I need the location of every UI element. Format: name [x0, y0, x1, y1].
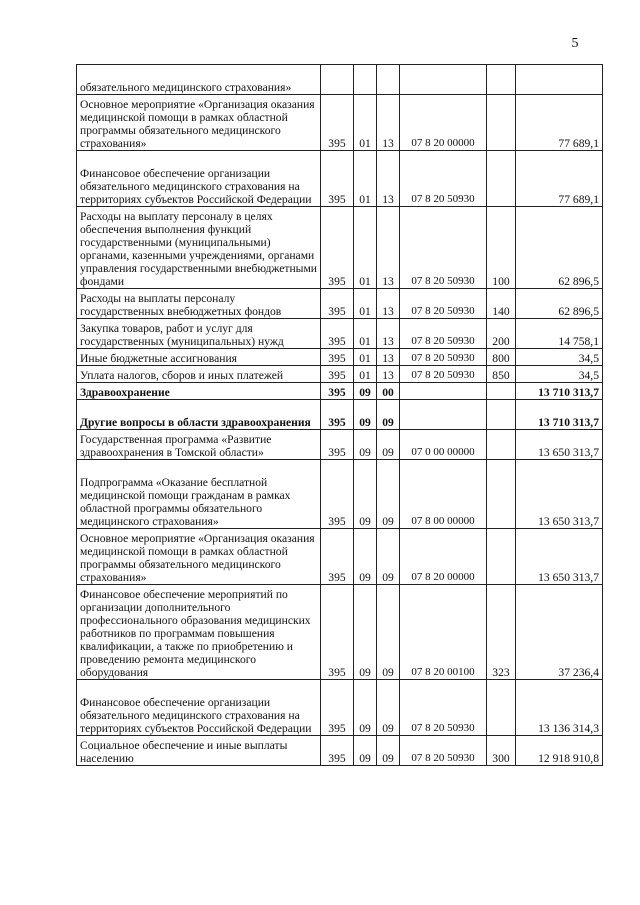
- row-subsection-code: 09: [377, 529, 400, 585]
- row-target-article: 07 8 20 50930: [400, 736, 487, 766]
- row-name: Финансовое обеспечение организации обязательного медицинского страхования на территориях субъектов Российской Федерации: [77, 680, 321, 736]
- row-name: Финансовое обеспечение организации обязательного медицинского страхования на территориях субъектов Российской Федерации: [77, 151, 321, 207]
- row-target-article: 07 8 20 50930: [400, 366, 487, 383]
- table-row: [77, 460, 603, 529]
- row-target-article: 07 8 00 00000: [400, 460, 487, 529]
- row-section-code: 09: [354, 680, 377, 736]
- row-expense-type: [487, 400, 516, 430]
- row-admin-code: 395: [321, 585, 354, 680]
- row-name: Здравоохранение: [77, 383, 321, 400]
- row-amount: 14 758,1: [516, 319, 603, 349]
- row-target-article: 07 8 20 00100: [400, 585, 487, 680]
- row-expense-type: [487, 65, 516, 95]
- row-expense-type: 300: [487, 736, 516, 766]
- table-row: [77, 349, 603, 366]
- row-subsection-code: 09: [377, 400, 400, 430]
- page-number: 5: [571, 36, 579, 51]
- row-expense-type: 800: [487, 349, 516, 366]
- row-admin-code: 395: [321, 400, 354, 430]
- row-name: Иные бюджетные ассигнования: [77, 349, 321, 366]
- table-row: [77, 430, 603, 460]
- row-amount: 12 918 910,8: [516, 736, 603, 766]
- row-expense-type: 850: [487, 366, 516, 383]
- row-section-code: 01: [354, 95, 377, 151]
- row-amount: 34,5: [516, 366, 603, 383]
- row-section-code: 01: [354, 151, 377, 207]
- table-row: [77, 65, 603, 95]
- row-section-code: 09: [354, 529, 377, 585]
- table-row: [77, 319, 603, 349]
- row-admin-code: 395: [321, 366, 354, 383]
- row-amount: 13 710 313,7: [516, 383, 603, 400]
- row-admin-code: 395: [321, 151, 354, 207]
- row-admin-code: 395: [321, 207, 354, 289]
- row-section-code: 09: [354, 736, 377, 766]
- row-target-article: [400, 400, 487, 430]
- row-admin-code: 395: [321, 460, 354, 529]
- row-amount: 13 710 313,7: [516, 400, 603, 430]
- row-target-article: 07 8 20 50930: [400, 349, 487, 366]
- row-subsection-code: 13: [377, 151, 400, 207]
- row-amount: 13 136 314,3: [516, 680, 603, 736]
- row-expense-type: 100: [487, 207, 516, 289]
- row-subsection-code: 13: [377, 289, 400, 319]
- row-amount: 62 896,5: [516, 207, 603, 289]
- row-expense-type: [487, 529, 516, 585]
- row-section-code: 09: [354, 430, 377, 460]
- row-admin-code: 395: [321, 529, 354, 585]
- row-section-code: [354, 65, 377, 95]
- table-row: [77, 680, 603, 736]
- row-name: Государственная программа «Развитие здравоохранения в Томской области»: [77, 430, 321, 460]
- row-name: Закупка товаров, работ и услуг для государственных (муниципальных) нужд: [77, 319, 321, 349]
- row-section-code: 01: [354, 366, 377, 383]
- row-section-code: 09: [354, 383, 377, 400]
- table-row: [77, 529, 603, 585]
- row-name: обязательного медицинского страхования»: [77, 65, 321, 95]
- row-name: Основное мероприятие «Организация оказания медицинской помощи в рамках областной программы обязательного медицинского страхования»: [77, 95, 321, 151]
- row-name: Уплата налогов, сборов и иных платежей: [77, 366, 321, 383]
- row-name: Другие вопросы в области здравоохранения: [77, 400, 321, 430]
- row-amount: 77 689,1: [516, 95, 603, 151]
- row-admin-code: 395: [321, 289, 354, 319]
- row-expense-type: [487, 430, 516, 460]
- table-row: [77, 207, 603, 289]
- row-target-article: 07 8 20 50930: [400, 319, 487, 349]
- row-subsection-code: 13: [377, 349, 400, 366]
- row-target-article: 07 8 20 50930: [400, 289, 487, 319]
- row-amount: 37 236,4: [516, 585, 603, 680]
- row-expense-type: [487, 460, 516, 529]
- row-amount: 13 650 313,7: [516, 460, 603, 529]
- row-admin-code: 395: [321, 349, 354, 366]
- row-target-article: 07 8 20 50930: [400, 680, 487, 736]
- row-section-code: 01: [354, 289, 377, 319]
- table-row: [77, 151, 603, 207]
- row-subsection-code: [377, 65, 400, 95]
- row-subsection-code: 09: [377, 460, 400, 529]
- row-section-code: 01: [354, 349, 377, 366]
- table-row: [77, 366, 603, 383]
- row-admin-code: 395: [321, 430, 354, 460]
- table-body: [77, 65, 603, 766]
- row-target-article: [400, 65, 487, 95]
- row-section-code: 09: [354, 400, 377, 430]
- row-subsection-code: 09: [377, 430, 400, 460]
- row-admin-code: 395: [321, 383, 354, 400]
- row-admin-code: 395: [321, 736, 354, 766]
- row-amount: 13 650 313,7: [516, 529, 603, 585]
- table-row: [77, 289, 603, 319]
- row-target-article: [400, 383, 487, 400]
- row-section-code: 01: [354, 319, 377, 349]
- row-expense-type: [487, 383, 516, 400]
- row-target-article: 07 8 20 50930: [400, 151, 487, 207]
- row-expense-type: 323: [487, 585, 516, 680]
- row-admin-code: 395: [321, 680, 354, 736]
- row-expense-type: 200: [487, 319, 516, 349]
- row-name: Социальное обеспечение и иные выплаты населению: [77, 736, 321, 766]
- row-expense-type: [487, 95, 516, 151]
- row-subsection-code: 13: [377, 366, 400, 383]
- row-amount: 13 650 313,7: [516, 430, 603, 460]
- row-expense-type: 140: [487, 289, 516, 319]
- row-subsection-code: 13: [377, 95, 400, 151]
- table-row: [77, 95, 603, 151]
- row-target-article: 07 8 20 00000: [400, 95, 487, 151]
- row-subsection-code: 09: [377, 736, 400, 766]
- row-admin-code: [321, 65, 354, 95]
- row-name: Расходы на выплату персоналу в целях обеспечения выполнения функций государственными (муниципальными) органами, казенными учреждениями, органами управления государственными внебюджетными фондами: [77, 207, 321, 289]
- row-section-code: 09: [354, 460, 377, 529]
- table-row: [77, 585, 603, 680]
- row-admin-code: 395: [321, 95, 354, 151]
- row-target-article: 07 8 20 00000: [400, 529, 487, 585]
- table-row: [77, 400, 603, 430]
- row-name: Подпрограмма «Оказание бесплатной медицинской помощи гражданам в рамках областной программы обязательного медицинского страхования»: [77, 460, 321, 529]
- row-target-article: 07 0 00 00000: [400, 430, 487, 460]
- row-target-article: 07 8 20 50930: [400, 207, 487, 289]
- row-subsection-code: 09: [377, 680, 400, 736]
- table-row: [77, 383, 603, 400]
- row-subsection-code: 13: [377, 319, 400, 349]
- row-name: Финансовое обеспечение мероприятий по организации дополнительного профессионального образования медицинских работников по программам повышения квалификации, а также по приобретению и проведению ремонта медицинского оборудования: [77, 585, 321, 680]
- budget-table: [76, 64, 603, 766]
- row-section-code: 09: [354, 585, 377, 680]
- row-amount: 77 689,1: [516, 151, 603, 207]
- row-subsection-code: 13: [377, 207, 400, 289]
- table-row: [77, 736, 603, 766]
- row-amount: 62 896,5: [516, 289, 603, 319]
- row-expense-type: [487, 680, 516, 736]
- row-amount: 34,5: [516, 349, 603, 366]
- row-name: Расходы на выплаты персоналу государственных внебюджетных фондов: [77, 289, 321, 319]
- row-expense-type: [487, 151, 516, 207]
- row-subsection-code: 09: [377, 585, 400, 680]
- row-subsection-code: 00: [377, 383, 400, 400]
- row-amount: [516, 65, 603, 95]
- row-admin-code: 395: [321, 319, 354, 349]
- row-name: Основное мероприятие «Организация оказания медицинской помощи в рамках областной программы обязательного медицинского страхования»: [77, 529, 321, 585]
- row-section-code: 01: [354, 207, 377, 289]
